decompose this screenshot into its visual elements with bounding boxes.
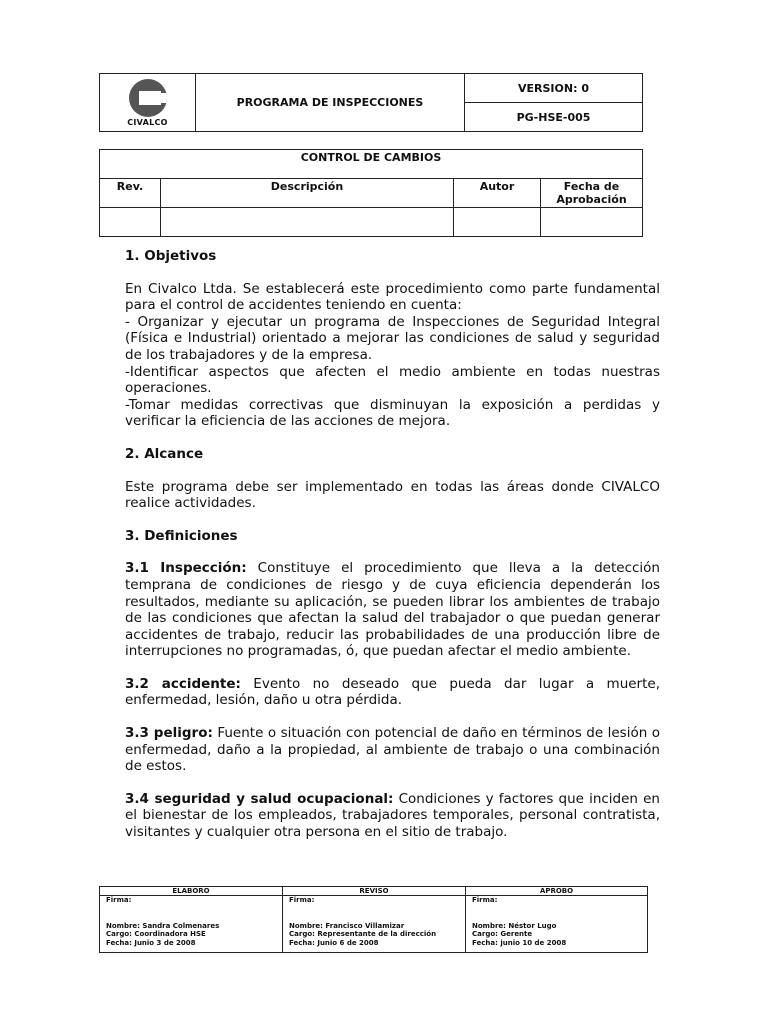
definicion-text: Fuente o situación con potencial de daño en términos de lesión o enfermedad, daño a la propiedad, al ambiente de trabajo o una combinación de estos. <box>125 725 660 775</box>
definicion-text: Constituye el procedimiento que lleva a la detección temprana de condiciones de riesgo y de cuya eficiencia dependerán los resultados, mediante su aplicación, se pueden librar los ambientes de trabajo de las condiciones que afectan la salud del trabajador o que puedan generar accidentes de trabajo, reducir las probabilidades de una producción libre de interrupciones no programadas, ó, que puedan afectar el medio ambiente. <box>125 560 660 660</box>
col-fecha-line2: Aprobación <box>556 193 627 206</box>
table-row <box>100 208 643 237</box>
civalco-logo-icon <box>129 79 167 117</box>
document-code: PG-HSE-005 <box>465 103 643 132</box>
definicion-term: 3.2 accidente: <box>125 675 241 692</box>
sig-firma: Firma: <box>289 896 315 904</box>
col-fecha-aprobacion <box>541 179 643 208</box>
col-fecha-line1: Fecha de <box>563 180 620 193</box>
definicion-inspeccion <box>125 560 660 660</box>
sig-firma: Firma: <box>106 896 132 904</box>
sig-head-elaboro: ELABORO <box>100 887 283 896</box>
sig-fecha: Fecha: junio 10 de 2008 <box>472 938 567 947</box>
sig-cargo: Cargo: Coordinadora HSE <box>106 930 206 938</box>
document-body <box>125 248 660 857</box>
sig-nombre: Nombre: Néstor Lugo <box>472 921 557 930</box>
definicion-text: Condiciones y factores que inciden en el bienestar de los empleados, trabajadores temporales, personal contratista, visitantes y cualquier otra persona en el sitio de trabajo. <box>125 790 660 841</box>
objetivos-bullet-1: - Organizar y ejecutar un programa de Inspecciones de Seguridad Integral (Física e Industrial) orientado a mejorar las condiciones de salud y seguridad de los trabajadores y de la empresa. <box>125 313 660 363</box>
document-title: PROGRAMA DE INSPECCIONES <box>196 74 465 132</box>
sig-firma: Firma: <box>472 896 498 904</box>
sig-head-reviso: REVISO <box>283 887 466 896</box>
signature-table <box>99 886 648 953</box>
version-label: VERSION: 0 <box>465 74 643 103</box>
sig-nombre: Nombre: Francisco Villamizar <box>289 921 405 930</box>
control-cambios-title: CONTROL DE CAMBIOS <box>100 150 643 179</box>
definicion-term: 3.4 seguridad y salud ocupacional: <box>125 790 394 807</box>
section-objetivos-title: 1. Objetivos <box>125 248 217 264</box>
section-alcance-text: Este programa debe ser implementado en todas las áreas donde CIVALCO realice actividades. <box>125 478 660 512</box>
sig-nombre: Nombre: Sandra Colmenares <box>106 921 220 930</box>
section-objetivos-text <box>125 281 660 430</box>
document-header <box>99 73 643 132</box>
sig-cell-reviso <box>283 896 466 953</box>
sig-fecha: Fecha: Junio 3 de 2008 <box>106 938 196 947</box>
sig-cell-elaboro <box>100 896 283 953</box>
col-autor: Autor <box>454 179 541 208</box>
definicion-term: 3.1 Inspección: <box>125 560 247 577</box>
section-alcance-title: 2. Alcance <box>125 445 204 462</box>
objetivos-bullet-2: -Identificar aspectos que afecten el medio ambiente en todas nuestras operaciones. <box>125 363 660 397</box>
sig-head-aprobo: APROBO <box>466 887 648 896</box>
logo-text: CIVALCO <box>127 117 168 127</box>
objetivos-intro: En Civalco Ltda. Se establecerá este procedimiento como parte fundamental para el control de accidentes teniendo en cuenta: <box>125 280 660 314</box>
definicion-text: Evento no deseado que pueda dar lugar a muerte, enfermedad, lesión, daño u otra pérdida. <box>125 675 660 709</box>
sig-fecha: Fecha: Junio 6 de 2008 <box>289 938 379 947</box>
col-descripcion: Descripción <box>161 179 454 208</box>
sig-cargo: Cargo: Representante de la dirección <box>289 930 437 938</box>
objetivos-bullet-3: -Tomar medidas correctivas que disminuyan la exposición a perdidas y verificar la eficiencia de las acciones de mejora. <box>125 396 660 430</box>
col-rev: Rev. <box>100 179 161 208</box>
definicion-term: 3.3 peligro: <box>125 725 213 742</box>
civalco-logo <box>100 74 195 131</box>
control-cambios-table <box>99 149 643 237</box>
definicion-seguridad-salud <box>125 791 660 841</box>
logo-cell <box>100 74 196 132</box>
definicion-accidente <box>125 676 660 709</box>
sig-cell-aprobo <box>466 896 648 953</box>
sig-cargo: Cargo: Gerente <box>472 930 533 938</box>
section-definiciones-title: 3. Definiciones <box>125 527 238 544</box>
definicion-peligro <box>125 725 660 775</box>
